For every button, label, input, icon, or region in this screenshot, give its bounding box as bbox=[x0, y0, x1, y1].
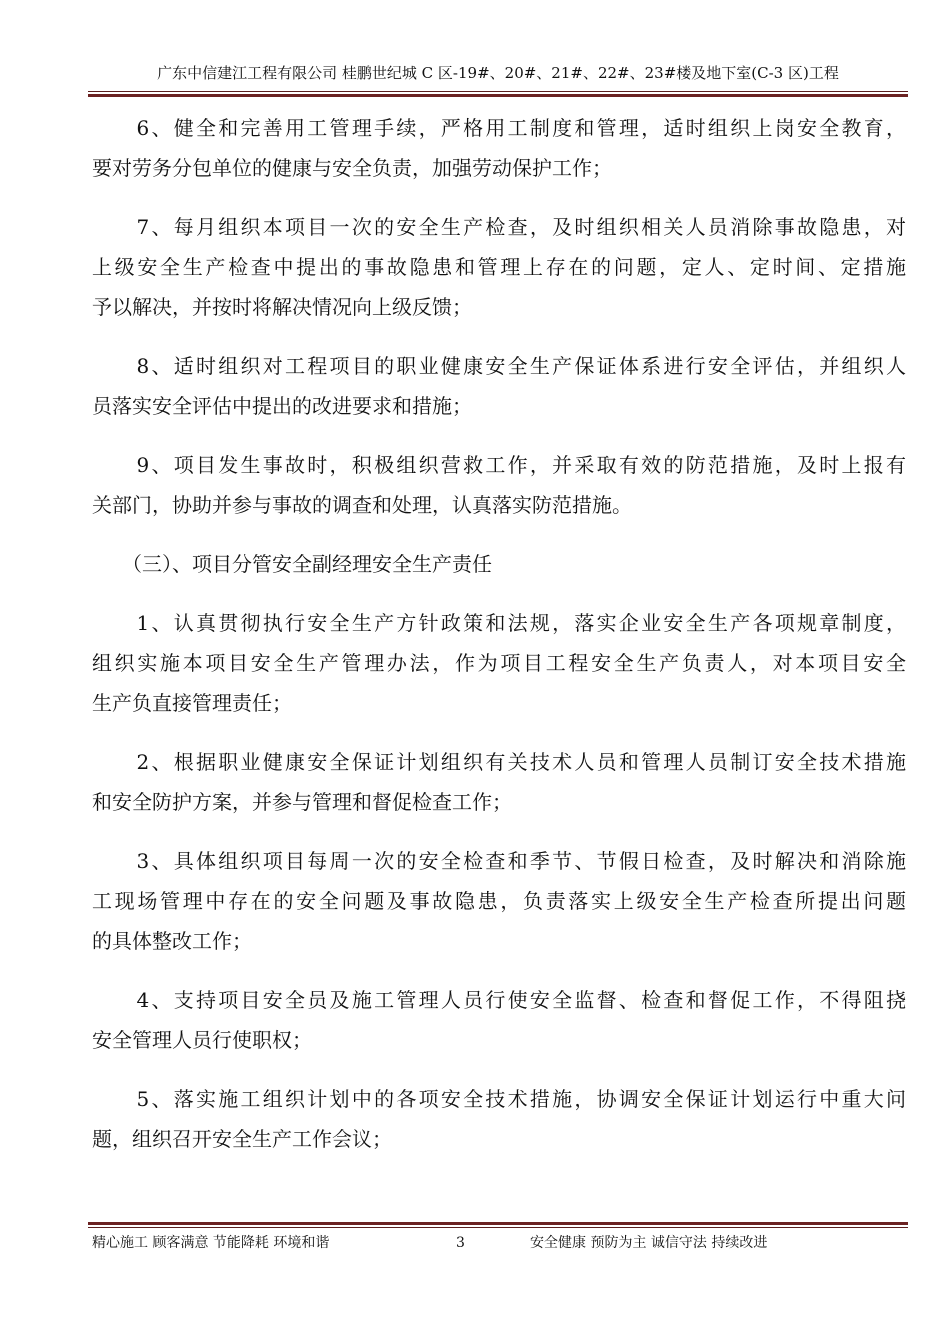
text-line: 关部门，协助并参与事故的调查和处理，认真落实防范措施。 bbox=[92, 493, 632, 517]
text-line: 安全管理人员行使职权； bbox=[92, 1028, 312, 1052]
paragraph-7 bbox=[92, 207, 906, 327]
text-line: 7、每月组织本项目一次的安全生产检查，及时组织相关人员消除事故隐患，对 bbox=[92, 215, 906, 239]
document-body bbox=[92, 108, 906, 1159]
page-header: 广东中信建江工程有限公司 桂鹏世纪城 C 区-19#、20#、21#、22#、23#楼及地下室(C-3 区)工程 bbox=[157, 64, 839, 82]
page-footer bbox=[92, 1232, 906, 1254]
paragraph-s4 bbox=[92, 980, 906, 1060]
header-rule-thin bbox=[88, 91, 908, 92]
text-line: 8、适时组织对工程项目的职业健康安全生产保证体系进行安全评估，并组织人 bbox=[92, 354, 906, 378]
text-line: 员落实安全评估中提出的改进要求和措施； bbox=[92, 394, 472, 418]
footer-slogan-left: 精心施工 顾客满意 节能降耗 环境和谐 bbox=[92, 1235, 330, 1251]
paragraph-6 bbox=[92, 108, 906, 188]
footer-slogan-right: 安全健康 预防为主 诚信守法 持续改进 bbox=[530, 1235, 768, 1251]
text-line: 9、项目发生事故时，积极组织营救工作，并采取有效的防范措施，及时上报有 bbox=[92, 453, 906, 477]
text-line: 生产负直接管理责任； bbox=[92, 691, 292, 715]
text-line: 1、认真贯彻执行安全生产方针政策和法规，落实企业安全生产各项规章制度， bbox=[92, 611, 906, 635]
paragraph-s3 bbox=[92, 841, 906, 961]
text-line: 上级安全生产检查中提出的事故隐患和管理上存在的问题，定人、定时间、定措施 bbox=[92, 255, 906, 279]
paragraph-8 bbox=[92, 346, 906, 426]
text-line: 6、健全和完善用工管理手续，严格用工制度和管理，适时组织上岗安全教育， bbox=[92, 116, 906, 140]
text-line: 和安全防护方案，并参与管理和督促检查工作； bbox=[92, 790, 512, 814]
header-rule-thick bbox=[88, 94, 908, 97]
text-line: 4、支持项目安全员及施工管理人员行使安全监督、检查和督促工作，不得阻挠 bbox=[92, 988, 906, 1012]
text-line: 题，组织召开安全生产工作会议； bbox=[92, 1127, 392, 1151]
paragraph-s5 bbox=[92, 1079, 906, 1159]
text-line: 2、根据职业健康安全保证计划组织有关技术人员和管理人员制订安全技术措施 bbox=[92, 750, 906, 774]
footer-rule-thick bbox=[88, 1222, 908, 1225]
section-heading: （三）、项目分管安全副经理安全生产责任 bbox=[92, 552, 492, 576]
text-line: 组织实施本项目安全生产管理办法，作为项目工程安全生产负责人，对本项目安全 bbox=[92, 651, 906, 675]
text-line: 予以解决，并按时将解决情况向上级反馈； bbox=[92, 295, 472, 319]
paragraph-s2 bbox=[92, 742, 906, 822]
text-line: 5、落实施工组织计划中的各项安全技术措施，协调安全保证计划运行中重大问 bbox=[92, 1087, 906, 1111]
text-line: 要对劳务分包单位的健康与安全负责，加强劳动保护工作； bbox=[92, 156, 612, 180]
text-line: 的具体整改工作； bbox=[92, 929, 252, 953]
footer-rule-thin bbox=[88, 1227, 908, 1228]
paragraph-s1 bbox=[92, 603, 906, 723]
page-number: 3 bbox=[456, 1235, 465, 1251]
paragraph-9 bbox=[92, 445, 906, 525]
text-line: 3、具体组织项目每周一次的安全检查和季节、节假日检查，及时解决和消除施 bbox=[92, 849, 906, 873]
text-line: 工现场管理中存在的安全问题及事故隐患，负责落实上级安全生产检查所提出问题 bbox=[92, 889, 906, 913]
